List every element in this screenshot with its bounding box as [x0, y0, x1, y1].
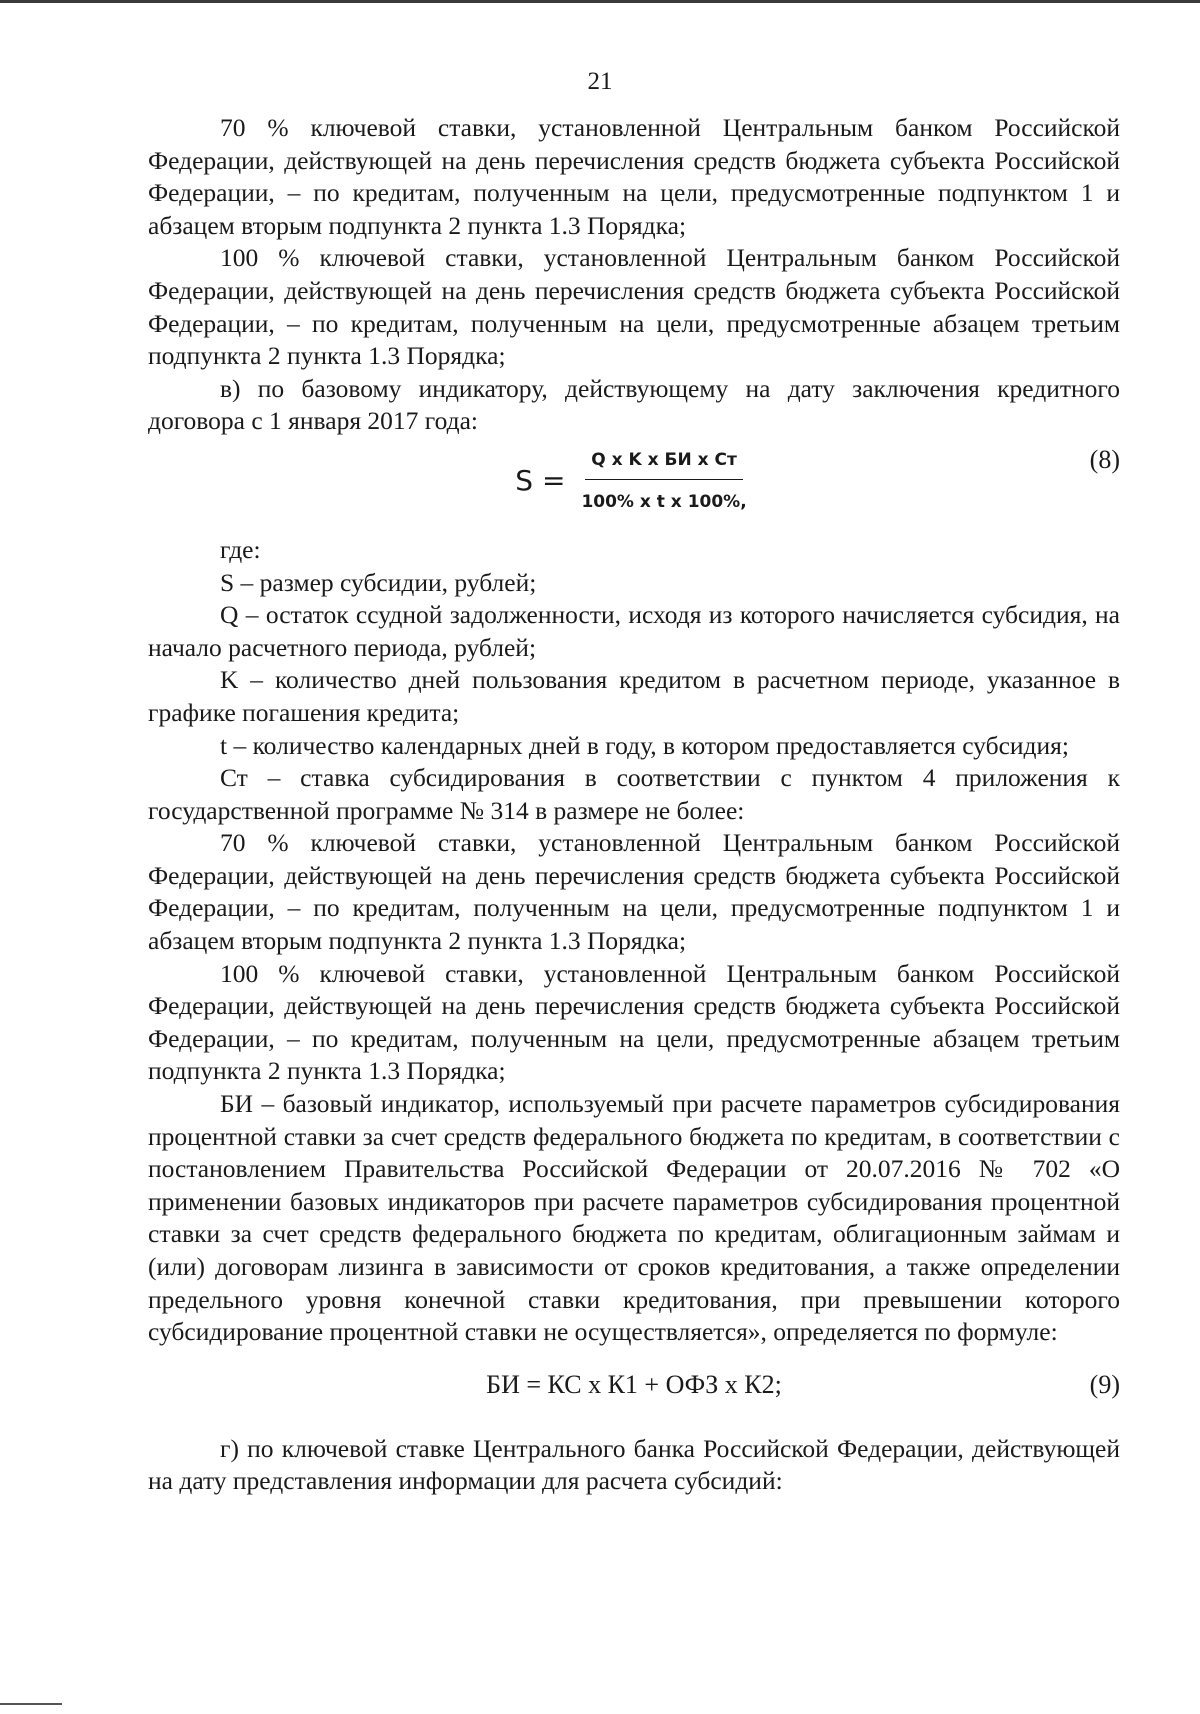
paragraph-rate-70-top: 70 % ключевой ставки, установленной Центральным банком Российской Федерации, действующей на день перечисления средств бюджета субъекта Российской Федерации, – по кредитам, полученным на цели, предусмотренные подпунктом 1 и абзацем вторым подпункта 2 пункта 1.3 Порядка; — [148, 113, 1120, 240]
where-label: где: — [220, 534, 261, 564]
formula-8-fraction — [575, 444, 752, 518]
formula-8-trail: , — [740, 491, 747, 512]
formula-8 — [148, 444, 1120, 518]
definition-st: Ст – ставка субсидирования в соответствии с пунктом 4 приложения к государственной программе № 314 в размере не более: — [148, 763, 1120, 825]
formula-8-denominator: 100% x t x 100% — [581, 491, 741, 512]
paragraph-rate-100-top: 100 % ключевой ставки, установленной Центральным банком Российской Федерации, действующей на день перечисления средств бюджета субъекта Российской Федерации, – по кредитам, полученным на цели, предусмотренные абзацем третьим подпункта 2 пункта 1.3 Порядка; — [148, 243, 1120, 371]
formula-9: БИ = КС x К1 + ОФЗ x К2; — [486, 1369, 782, 1399]
scan-bottom-mark — [0, 1703, 62, 1705]
formula-8-lhs: S = — [515, 463, 566, 497]
document-body — [148, 112, 1120, 1498]
scan-top-edge — [0, 0, 1200, 3]
formula-8-row — [148, 444, 1120, 522]
paragraph-rate-100-bottom: 100 % ключевой ставки, установленной Центральным банком Российской Федерации, действующей на день перечисления средств бюджета субъекта Российской Федерации, – по кредитам, полученным на цели, предусмотренные абзацем третьим подпункта 2 пункта 1.3 Порядка; — [148, 958, 1120, 1086]
paragraph-item-g: г) по ключевой ставке Центрального банка Российской Федерации, действующей на дату представления информации для расчета субсидий: — [148, 1433, 1120, 1496]
definition-s: S – размер субсидии, рублей; — [220, 567, 537, 597]
definition-t: t – количество календарных дней в году, в котором предоставляется субсидия; — [220, 730, 1069, 760]
equation-number-9: (9) — [1089, 1369, 1120, 1399]
definition-k: K – количество дней пользования кредитом в расчетном периоде, указанное в графике погашения кредита; — [148, 665, 1120, 727]
equation-number-8: (8) — [1089, 444, 1120, 474]
formula-8-numerator: Q x K x БИ x Ст — [585, 444, 743, 480]
formula-9-row — [148, 1369, 1120, 1413]
definition-bi: БИ – базовый индикатор, используемый при расчете параметров субсидирования процентной ставки за счет средств федерального бюджета по кредитам, в соответствии с постановлением Правительства Российской Федерации от 20.07.2016 № 702 «О применении базовых индикаторов при расчете параметров субсидирования процентной ставки за счет средств федерального бюджета по кредитам, облигационным займам и (или) договорам лизинга в зависимости от сроков кредитования, а также определении предельного уровня конечной ставки кредитования, при превышении которого субсидирование процентной ставки не осуществляется», определяется по формуле: — [148, 1089, 1120, 1347]
paragraph-rate-70-bottom: 70 % ключевой ставки, установленной Центральным банком Российской Федерации, действующей на день перечисления средств бюджета субъекта Российской Федерации, – по кредитам, полученным на цели, предусмотренные подпунктом 1 и абзацем вторым подпункта 2 пункта 1.3 Порядка; — [148, 828, 1120, 956]
page-number: 21 — [587, 68, 613, 95]
paragraph-item-v: в) по базовому индикатору, действующему на дату заключения кредитного договора с 1 января 2017 года: — [148, 373, 1120, 436]
definition-q: Q – остаток ссудной задолженности, исходя из которого начисляется субсидия, на начало расчетного периода, рублей; — [148, 600, 1120, 662]
